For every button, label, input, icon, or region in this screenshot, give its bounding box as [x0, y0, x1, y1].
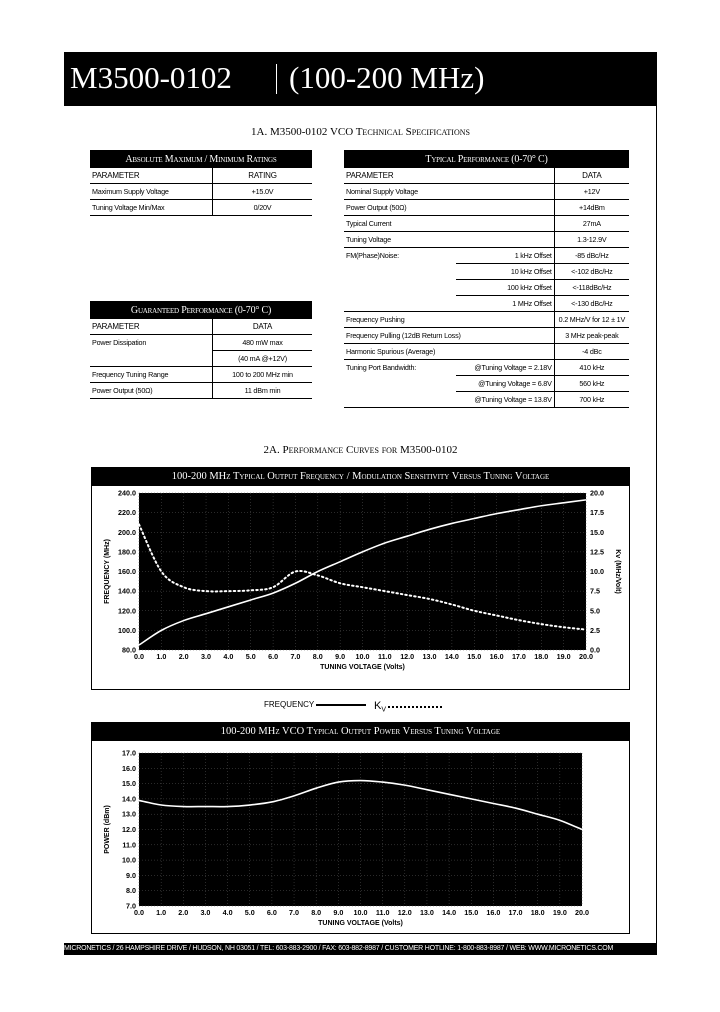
- y2-tick-label: 17.5: [590, 508, 604, 518]
- y-tick-label: 180.0: [118, 547, 136, 557]
- guaranteed-value: 11 dBm min: [213, 383, 313, 399]
- legend-kv: [374, 700, 442, 714]
- abs-max-col-val: RATING: [213, 168, 313, 184]
- x-tick-label: 16.0: [489, 652, 504, 661]
- legend-frequency: [264, 700, 366, 709]
- typical-param: [344, 376, 456, 392]
- x-tick-label: 10.0: [355, 652, 370, 661]
- guaranteed-value: (40 mA @+12V): [213, 351, 313, 367]
- x-tick-label: 4.0: [222, 908, 233, 917]
- typical-param: Typical Current: [344, 216, 456, 232]
- typical-sub: [456, 232, 554, 248]
- y-tick-label: 17.0: [122, 748, 136, 758]
- x-tick-label: 8.0: [311, 908, 322, 917]
- legend-kv-sub: V: [381, 706, 387, 714]
- typical-value: -85 dBc/Hz: [554, 248, 629, 264]
- x-tick-label: 7.0: [290, 652, 301, 661]
- chart1-svg: [92, 486, 629, 689]
- guaranteed-param: Power Dissipation: [92, 338, 147, 348]
- y-tick-label: 10.0: [122, 855, 136, 865]
- x-tick-label: 13.0: [419, 908, 434, 917]
- x-axis-title: TUNING VOLTAGE (Volts): [320, 664, 405, 671]
- typical-table: [344, 150, 629, 408]
- chart2-svg: [92, 741, 629, 933]
- x-tick-label: 7.0: [289, 908, 300, 917]
- x-tick-label: 12.0: [400, 652, 415, 661]
- abs-max-value: +15.0V: [213, 184, 313, 200]
- legend-kv-label: K: [374, 700, 382, 712]
- guaranteed-value: 480 mW max: [213, 335, 313, 351]
- x-tick-label: 20.0: [579, 652, 593, 661]
- y-tick-label: 7.0: [126, 901, 136, 911]
- typical-sub: 1 kHz Offset: [456, 248, 554, 264]
- x-tick-label: 5.0: [244, 908, 255, 917]
- guaranteed-col-param: PARAMETER: [90, 319, 213, 335]
- typical-sub: @Tuning Voltage = 6.8V: [456, 376, 554, 392]
- x-tick-label: 9.0: [333, 908, 344, 917]
- legend-frequency-label: FREQUENCY: [264, 700, 315, 709]
- guaranteed-param: Frequency Tuning Range: [90, 367, 213, 383]
- x-tick-label: 14.0: [442, 908, 457, 917]
- typical-col-val: DATA: [554, 168, 629, 184]
- x-tick-label: 3.0: [201, 652, 212, 661]
- x-tick-label: 2.0: [178, 652, 189, 661]
- chart2-box: [91, 722, 630, 934]
- chart1-box: [91, 467, 630, 690]
- typical-sub: [456, 184, 554, 200]
- x-tick-label: 11.0: [378, 652, 392, 661]
- frequency-range: (100-200 MHz): [289, 60, 485, 95]
- typical-sub: @Tuning Voltage = 2.18V: [456, 360, 554, 376]
- typical-param: FM(Phase)Noise:: [346, 251, 399, 261]
- guaranteed-param: Power Output (50Ω): [90, 383, 213, 399]
- typical-value: <-118dBc/Hz: [554, 280, 629, 296]
- typical-value: 27mA: [554, 216, 629, 232]
- typical-param: Frequency Pulling (12dB Return Loss): [344, 328, 554, 344]
- x-tick-label: 15.0: [467, 652, 482, 661]
- legend-frequency-line: [316, 704, 366, 706]
- y-axis-title: FREQUENCY (MHz): [104, 539, 111, 604]
- typical-banner: Typical Performance (0-70° C): [344, 150, 629, 168]
- typical-sub: @Tuning Voltage = 13.8V: [456, 392, 554, 408]
- typical-value: 410 kHz: [554, 360, 629, 376]
- x-tick-label: 12.0: [397, 908, 412, 917]
- typical-sub: [456, 312, 554, 328]
- y-tick-label: 15.0: [122, 779, 136, 789]
- typical-sub: 10 kHz Offset: [456, 264, 554, 280]
- typical-col-param: PARAMETER: [344, 168, 554, 184]
- y-tick-label: 12.0: [122, 825, 136, 834]
- guaranteed-value: 100 to 200 MHz min: [213, 367, 313, 383]
- typical-sub: 1 MHz Offset: [456, 296, 554, 312]
- typical-param: Harmonic Spurious (Average): [344, 344, 456, 360]
- guaranteed-param: [90, 351, 213, 367]
- abs-max-table: [90, 150, 312, 216]
- footer-contact: MICRONETICS / 26 HAMPSHIRE DRIVE / HUDSON, NH 03051 / TEL: 603-883-2900 / FAX: 603-882-8987 / CUSTOMER HOTLINE: 1-800-883-8987 / WEB: WWW.MICRONETICS.COM: [64, 943, 657, 955]
- typical-sub: [456, 344, 554, 360]
- y2-tick-label: 7.5: [590, 586, 600, 596]
- typical-param: [344, 264, 456, 280]
- typical-param: Tuning Voltage: [344, 232, 456, 248]
- x-tick-label: 4.0: [223, 652, 234, 661]
- y2-tick-label: 0.0: [590, 645, 600, 655]
- y-tick-label: 16.0: [122, 763, 136, 773]
- abs-max-banner: Absolute Maximum / Minimum Ratings: [90, 150, 312, 168]
- part-number: M3500-0102: [70, 60, 232, 95]
- x-tick-label: 1.0: [156, 652, 167, 661]
- x-tick-label: 18.0: [530, 908, 545, 917]
- typical-value: 1.3-12.9V: [554, 232, 629, 248]
- typical-value: +12V: [554, 184, 629, 200]
- y-tick-label: 240.0: [118, 488, 136, 498]
- section2-title: 2A. Performance Curves for M3500-0102: [263, 444, 458, 456]
- y-tick-label: 80.0: [122, 645, 136, 655]
- x-tick-label: 5.0: [245, 652, 256, 661]
- y2-tick-label: 2.5: [590, 625, 600, 635]
- typical-param: [344, 280, 456, 296]
- y2-tick-label: 20.0: [590, 488, 604, 498]
- y-tick-label: 120.0: [118, 606, 136, 616]
- x-tick-label: 0.0: [134, 908, 144, 917]
- y-tick-label: 11.0: [122, 840, 136, 850]
- typical-value: 560 kHz: [554, 376, 629, 392]
- x-axis-title: TUNING VOLTAGE (Volts): [318, 920, 403, 927]
- y-tick-label: 140.0: [118, 586, 136, 596]
- title-bar: [64, 52, 657, 106]
- x-tick-label: 20.0: [575, 908, 589, 917]
- y-tick-label: 9.0: [126, 870, 136, 880]
- chart2-title: 100-200 MHz VCO Typical Output Power Versus Tuning Voltage: [92, 723, 629, 741]
- x-tick-label: 14.0: [444, 652, 459, 661]
- abs-max-value: 0/20V: [213, 200, 313, 216]
- y-tick-label: 14.0: [122, 794, 136, 804]
- y2-axis-title: Kv (MHz/Volt): [614, 549, 621, 594]
- typical-value: 3 MHz peak-peak: [554, 328, 629, 344]
- y-tick-label: 8.0: [126, 886, 136, 896]
- x-tick-label: 0.0: [134, 652, 144, 661]
- x-tick-label: 16.0: [486, 908, 501, 917]
- typical-value: 700 kHz: [554, 392, 629, 408]
- x-tick-label: 19.0: [552, 908, 567, 917]
- typical-value: -4 dBc: [554, 344, 629, 360]
- typical-param: Frequency Pushing: [344, 312, 456, 328]
- x-tick-label: 15.0: [464, 908, 479, 917]
- typical-sub: 100 kHz Offset: [456, 280, 554, 296]
- x-tick-label: 2.0: [178, 908, 189, 917]
- right-border: [656, 106, 657, 951]
- x-tick-label: 3.0: [200, 908, 211, 917]
- x-tick-label: 13.0: [422, 652, 437, 661]
- chart1-title: 100-200 MHz Typical Output Frequency / Modulation Sensitivity Versus Tuning Voltage: [92, 468, 629, 486]
- x-tick-label: 6.0: [266, 908, 277, 917]
- typical-param: [344, 392, 456, 408]
- typical-param: [344, 296, 456, 312]
- y2-tick-label: 12.5: [590, 547, 604, 557]
- legend-kv-line: [388, 706, 442, 708]
- typical-sub: [456, 200, 554, 216]
- guaranteed-table: [90, 301, 312, 399]
- x-tick-label: 10.0: [353, 908, 368, 917]
- x-tick-label: 1.0: [156, 908, 167, 917]
- y-tick-label: 220.0: [118, 508, 136, 518]
- x-tick-label: 9.0: [335, 652, 346, 661]
- typical-param: Nominal Supply Voltage: [344, 184, 456, 200]
- y-axis-title: POWER (dBm): [104, 805, 111, 854]
- y2-tick-label: 15.0: [590, 527, 604, 537]
- x-tick-label: 17.0: [508, 908, 523, 917]
- x-tick-label: 17.0: [511, 652, 526, 661]
- y2-tick-label: 5.0: [590, 606, 600, 616]
- x-tick-label: 6.0: [268, 652, 279, 661]
- typical-value: <-102 dBc/Hz: [554, 264, 629, 280]
- abs-max-col-param: PARAMETER: [90, 168, 213, 184]
- x-tick-label: 18.0: [534, 652, 549, 661]
- y-tick-label: 100.0: [118, 625, 136, 635]
- typical-value: 0.2 MHz/V for 12 ± 1V: [554, 312, 629, 328]
- guaranteed-banner: Guaranteed Performance (0-70° C): [90, 301, 312, 319]
- x-tick-label: 8.0: [312, 652, 323, 661]
- x-tick-label: 19.0: [556, 652, 571, 661]
- section1-title: 1A. M3500-0102 VCO Technical Specifications: [251, 126, 470, 138]
- title-divider: [276, 64, 277, 94]
- y2-tick-label: 10.0: [590, 567, 604, 576]
- typical-param: Power Output (50Ω): [344, 200, 456, 216]
- y-tick-label: 200.0: [118, 527, 136, 537]
- y-tick-label: 160.0: [118, 567, 136, 576]
- typical-value: +14dBm: [554, 200, 629, 216]
- x-tick-label: 11.0: [375, 908, 390, 917]
- y-tick-label: 13.0: [122, 809, 136, 819]
- typical-sub: [456, 216, 554, 232]
- abs-max-param: Tuning Voltage Min/Max: [90, 200, 213, 216]
- typical-value: <-130 dBc/Hz: [554, 296, 629, 312]
- guaranteed-col-val: DATA: [213, 319, 313, 335]
- abs-max-param: Maximum Supply Voltage: [90, 184, 213, 200]
- typical-param: Tuning Port Bandwidth:: [346, 363, 417, 373]
